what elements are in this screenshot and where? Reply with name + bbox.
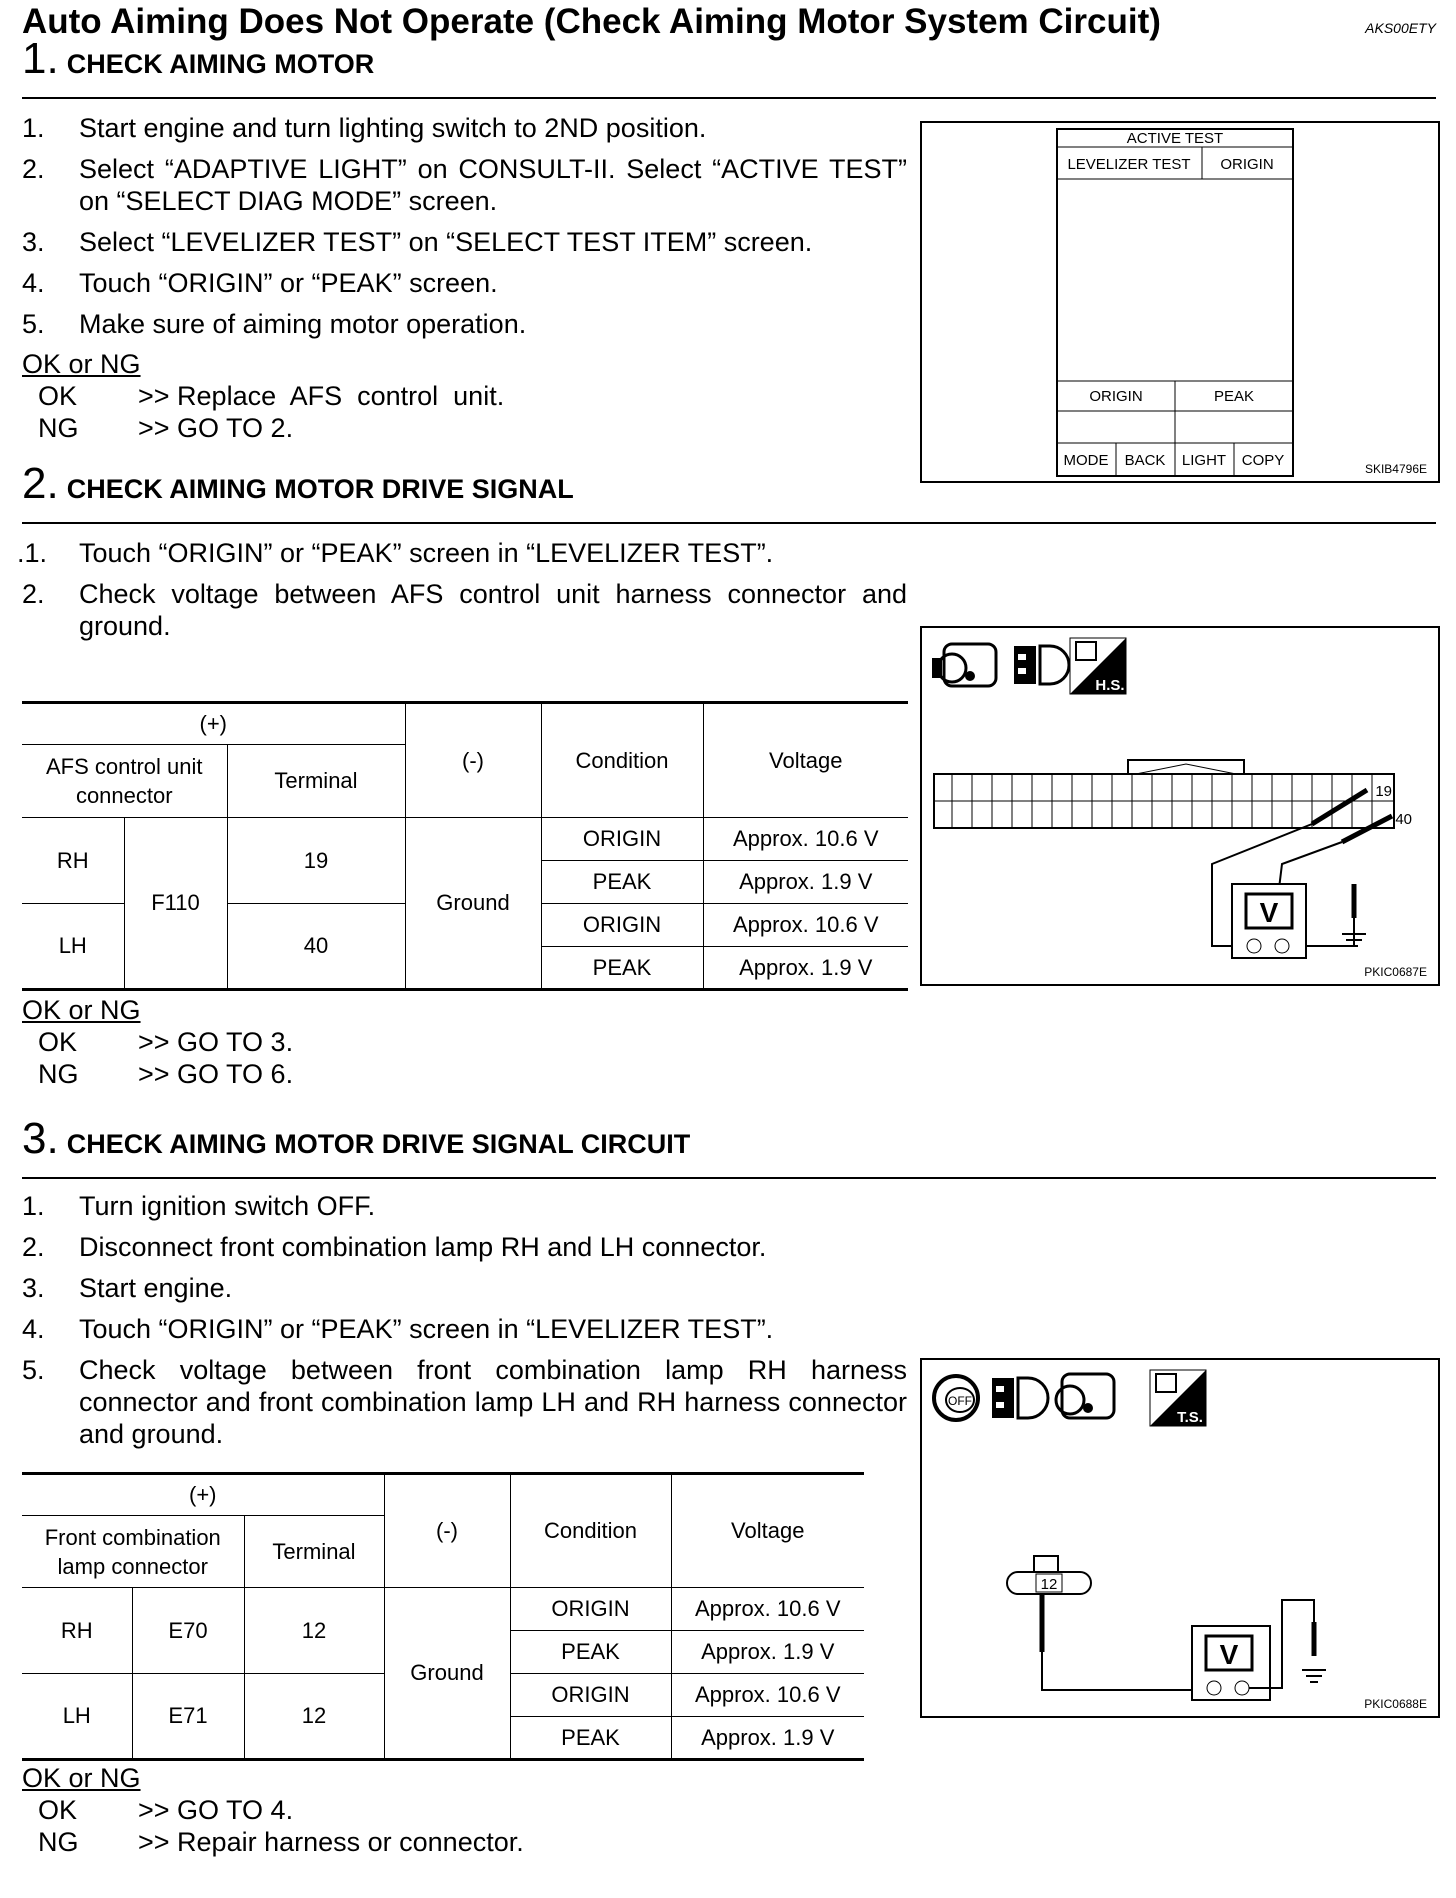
- step-2-instructions: [17, 537, 907, 651]
- step-number: 3.: [22, 1114, 59, 1163]
- peak-label[interactable]: PEAK: [1213, 388, 1255, 405]
- step-3-heading: [22, 1114, 690, 1164]
- divider: [22, 1177, 1436, 1179]
- condition-cell: ORIGIN: [541, 818, 703, 861]
- list-item: 4. Touch “ORIGIN” or “PEAK” screen.: [22, 268, 498, 298]
- active-test-header: ACTIVE TEST: [1126, 130, 1224, 147]
- connector-header: AFS control unit connector: [22, 745, 227, 818]
- step-2-heading: [22, 459, 574, 509]
- step-number: 2.: [22, 459, 59, 508]
- step-3-instructions: [22, 1190, 907, 1459]
- list-item: 2. Disconnect front combination lamp RH and LH connector.: [22, 1232, 767, 1262]
- connector-cell: F110: [124, 818, 227, 990]
- figure-code: PKIC0688E: [1364, 1697, 1427, 1711]
- list-item: 5. Make sure of aiming motor operation.: [22, 309, 527, 339]
- step-2-result: [22, 994, 293, 1090]
- voltage-cell: Approx. 10.6 V: [703, 904, 908, 947]
- voltage-cell: Approx. 1.9 V: [703, 947, 908, 990]
- list-item: 1. Turn ignition switch OFF.: [22, 1191, 376, 1221]
- connector-disconnect-icon: [1014, 646, 1069, 684]
- condition-cell: PEAK: [541, 861, 703, 904]
- lh-label: LH: [22, 1674, 132, 1760]
- minus-header: (-): [384, 1474, 510, 1588]
- ignition-off-icon: [934, 1376, 978, 1420]
- figure-code: SKIB4796E: [1364, 462, 1427, 476]
- step-title: CHECK AIMING MOTOR: [66, 49, 375, 79]
- voltage-table-lamp: [22, 1472, 864, 1761]
- rh-label: RH: [22, 818, 124, 904]
- ok-or-ng-heading: OK or NG: [22, 995, 141, 1025]
- off-label: OFF: [948, 1394, 972, 1408]
- step-1-instructions: [22, 112, 907, 349]
- terminal-cell: 19: [227, 818, 405, 904]
- list-item: .1. Touch “ORIGIN” or “PEAK” screen in “LEVELIZER TEST”.: [17, 538, 774, 568]
- step-1-result: [22, 348, 504, 444]
- terminal-cell: 12: [244, 1674, 384, 1760]
- condition-header: Condition: [510, 1474, 671, 1588]
- list-item: 1. Start engine and turn lighting switch to 2ND position.: [22, 113, 707, 143]
- hs-label: H.S.: [1095, 677, 1125, 694]
- list-item: 3. Select “LEVELIZER TEST” on “SELECT TEST ITEM” screen.: [22, 227, 813, 257]
- ground-cell: Ground: [384, 1588, 510, 1760]
- ok-or-ng-heading: OK or NG: [22, 349, 141, 379]
- ok-result: OK >> Replace AFS control unit.: [38, 381, 505, 411]
- meter-v-label: V: [1259, 897, 1279, 928]
- lamp-probe-figure: [920, 1358, 1440, 1718]
- step-1-heading: [22, 34, 374, 84]
- list-item: 2. Select “ADAPTIVE LIGHT” on CONSULT-II. Select “ACTIVE TEST” on “SELECT DIAG MODE” screen.: [22, 154, 907, 216]
- voltage-header: Voltage: [703, 703, 908, 818]
- engine-icon: [1056, 1374, 1114, 1418]
- back-button[interactable]: BACK: [1124, 452, 1166, 469]
- condition-header: Condition: [541, 703, 703, 818]
- condition-cell: PEAK: [541, 947, 703, 990]
- condition-cell: ORIGIN: [510, 1674, 671, 1717]
- harness-side-icon: [1070, 638, 1126, 694]
- voltage-cell: Approx. 1.9 V: [671, 1631, 864, 1674]
- ng-result: NG >> GO TO 6.: [38, 1059, 294, 1089]
- ground-symbol: [1302, 1670, 1326, 1682]
- ok-or-ng-heading: OK or NG: [22, 1763, 141, 1793]
- voltage-cell: Approx. 10.6 V: [703, 818, 908, 861]
- meter-v-label: V: [1219, 1639, 1239, 1670]
- ground-cell: Ground: [405, 818, 541, 990]
- lh-label: LH: [22, 904, 124, 990]
- condition-cell: PEAK: [510, 1631, 671, 1674]
- step-title: CHECK AIMING MOTOR DRIVE SIGNAL CIRCUIT: [66, 1129, 691, 1159]
- ng-result: NG >> Repair harness or connector.: [38, 1827, 524, 1857]
- ng-result: NG >> GO TO 2.: [38, 413, 294, 443]
- voltage-header: Voltage: [671, 1474, 864, 1588]
- engine-icon: [932, 644, 996, 686]
- condition-cell: PEAK: [510, 1717, 671, 1760]
- mode-button[interactable]: MODE: [1063, 452, 1109, 469]
- terminal-header: Terminal: [244, 1516, 384, 1588]
- step-3-result: [22, 1762, 524, 1858]
- terminal-side-icon: [1150, 1370, 1206, 1426]
- condition-cell: ORIGIN: [541, 904, 703, 947]
- rh-label: RH: [22, 1588, 132, 1674]
- ts-label: T.S.: [1177, 1409, 1203, 1426]
- pin-19-label: 19: [1375, 783, 1392, 800]
- ok-result: OK >> GO TO 3.: [38, 1027, 294, 1057]
- levelizer-test-button[interactable]: LEVELIZER TEST: [1067, 156, 1191, 173]
- terminal-cell: 40: [227, 904, 405, 990]
- pin-12-label: 12: [1040, 1576, 1058, 1593]
- step-title: CHECK AIMING MOTOR DRIVE SIGNAL: [66, 474, 574, 504]
- divider: [22, 97, 1436, 99]
- list-item: 2. Check voltage between AFS control unit harness connector and ground.: [22, 579, 907, 641]
- connector-disconnect-icon: [992, 1378, 1048, 1418]
- minus-header: (-): [405, 703, 541, 818]
- plus-header: (+): [22, 1474, 384, 1516]
- list-item: 5. Check voltage between front combination lamp RH harness connector and front combination lamp LH and RH harness connector and ground.: [22, 1355, 907, 1449]
- step-number: 1.: [22, 34, 59, 83]
- light-button[interactable]: LIGHT: [1181, 452, 1227, 469]
- divider: [22, 522, 1436, 524]
- document-id: AKS00ETY: [1365, 20, 1436, 36]
- connector-probe-figure: [920, 626, 1440, 986]
- voltage-cell: Approx. 1.9 V: [703, 861, 908, 904]
- terminal-cell: 12: [244, 1588, 384, 1674]
- voltage-table-afs: [22, 701, 908, 991]
- voltage-cell: Approx. 10.6 V: [671, 1588, 864, 1631]
- origin-label[interactable]: ORIGIN: [1089, 388, 1143, 405]
- connector-cell: E71: [132, 1674, 244, 1760]
- pin-40-label: 40: [1395, 811, 1412, 828]
- figure-code: PKIC0687E: [1364, 965, 1427, 979]
- terminal-header: Terminal: [227, 745, 405, 818]
- consult-screen-figure: [920, 121, 1440, 483]
- connector-cell: E70: [132, 1588, 244, 1674]
- lamp-connector: [1007, 1556, 1091, 1594]
- ok-result: OK >> GO TO 4.: [38, 1795, 294, 1825]
- voltage-cell: Approx. 1.9 V: [671, 1717, 864, 1760]
- origin-button[interactable]: ORIGIN: [1220, 156, 1274, 173]
- list-item: 4. Touch “ORIGIN” or “PEAK” screen in “LEVELIZER TEST”.: [22, 1314, 774, 1344]
- voltmeter: [1232, 884, 1306, 958]
- connector-header: Front combination lamp connector: [22, 1516, 244, 1588]
- plus-header: (+): [22, 703, 405, 745]
- condition-cell: ORIGIN: [510, 1588, 671, 1631]
- copy-button[interactable]: COPY: [1241, 452, 1285, 469]
- page-title: Auto Aiming Does Not Operate (Check Aiming Motor System Circuit): [22, 2, 1161, 41]
- voltage-cell: Approx. 10.6 V: [671, 1674, 864, 1717]
- list-item: 3. Start engine.: [22, 1273, 233, 1303]
